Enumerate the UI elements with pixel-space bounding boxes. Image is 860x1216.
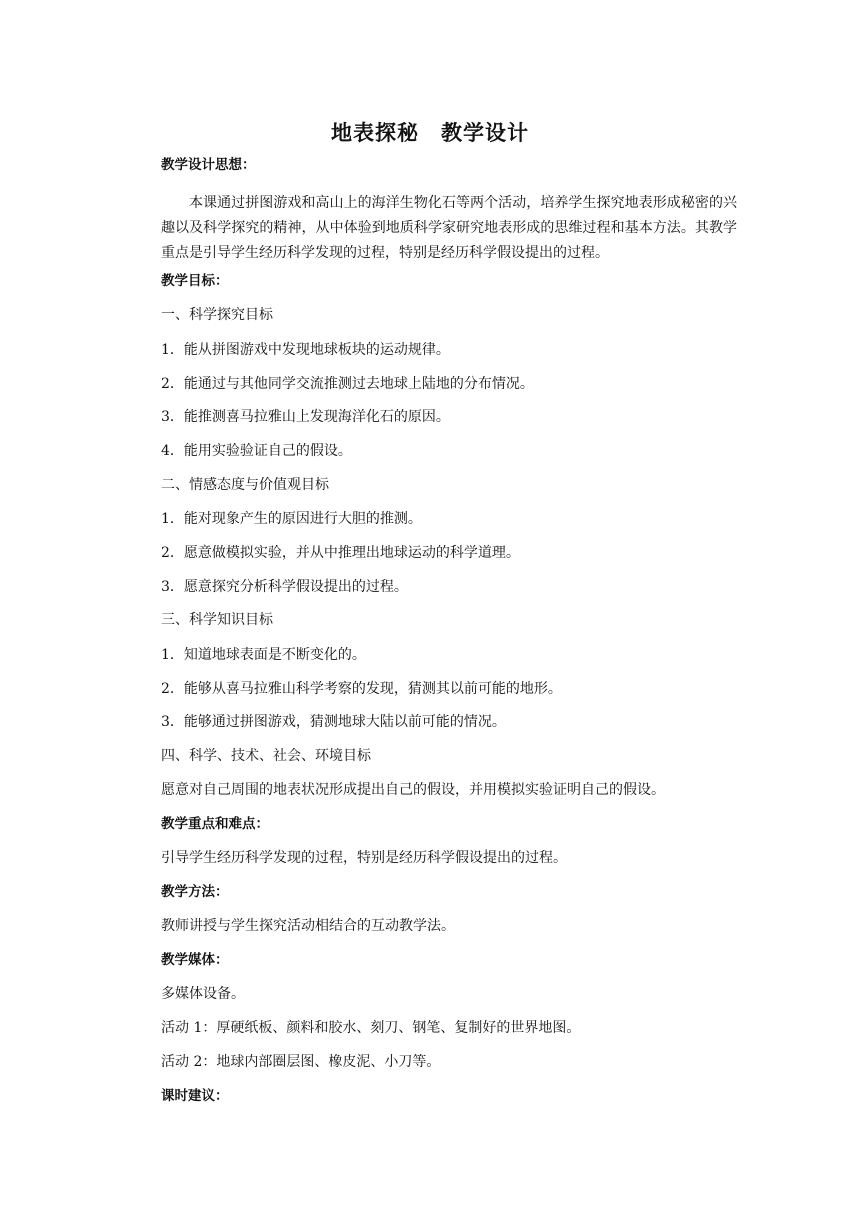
key-points-heading: 教学重点和难点： (161, 816, 269, 832)
list-item: 3．愿意探究分析科学假设提出的过程。 (161, 579, 408, 595)
list-item: 4．能用实验验证自己的假设。 (161, 443, 352, 459)
method-heading: 教学方法： (161, 884, 229, 900)
list-item: 3．能推测喜马拉雅山上发现海洋化石的原因。 (161, 409, 450, 425)
document-title: 地表探秘 教学设计 (331, 121, 529, 145)
list-item: 1．知道地球表面是不断变化的。 (161, 647, 366, 663)
key-points-text: 引导学生经历科学发现的过程，特别是经历科学假设提出的过程。 (161, 850, 567, 866)
list-item: 2．能通过与其他同学交流推测过去地球上陆地的分布情况。 (161, 376, 534, 392)
section-title: 一、科学探究目标 (161, 307, 273, 323)
list-item: 2．愿意做模拟实验，并从中推理出地球运动的科学道理。 (161, 545, 520, 561)
section-title: 四、科学、技术、社会、环境目标 (161, 748, 371, 764)
design-thought-paragraph: 本课通过拼图游戏和高山上的海洋生物化石等两个活动，培养学生探究地表形成秘密的兴趣以及科学探究的精神，从中体验到地质科学家研究地表形成的思维过程和基本方法。其教学重点是引导学生经历科学发现的过程，特别是经历科学假设提出的过程。 (161, 195, 737, 261)
media-heading: 教学媒体： (161, 952, 229, 968)
list-item: 2．能够从喜马拉雅山科学考察的发现，猜测其以前可能的地形。 (161, 681, 562, 697)
method-text: 教师讲授与学生探究活动相结合的互动教学法。 (161, 918, 455, 934)
design-thought-heading: 教学设计思想： (161, 157, 256, 173)
list-item: 1．能对现象产生的原因进行大胆的推测。 (161, 511, 422, 527)
goals-heading: 教学目标： (161, 273, 229, 289)
section-title: 三、科学知识目标 (161, 612, 273, 628)
list-item: 3．能够通过拼图游戏，猜测地球大陆以前可能的情况。 (161, 714, 506, 730)
media-line: 多媒体设备。 (161, 986, 245, 1002)
media-line: 活动 1：厚硬纸板、颜料和胶水、刻刀、钢笔、复制好的世界地图。 (161, 1020, 581, 1036)
media-line: 活动 2：地球内部圈层图、橡皮泥、小刀等。 (161, 1054, 441, 1070)
section-title: 二、情感态度与价值观目标 (161, 477, 329, 493)
list-item: 1．能从拼图游戏中发现地球板块的运动规律。 (161, 342, 450, 358)
list-item: 愿意对自己周围的地表状况形成提出自己的假设，并用模拟实验证明自己的假设。 (161, 782, 665, 798)
schedule-heading: 课时建议： (161, 1088, 229, 1104)
